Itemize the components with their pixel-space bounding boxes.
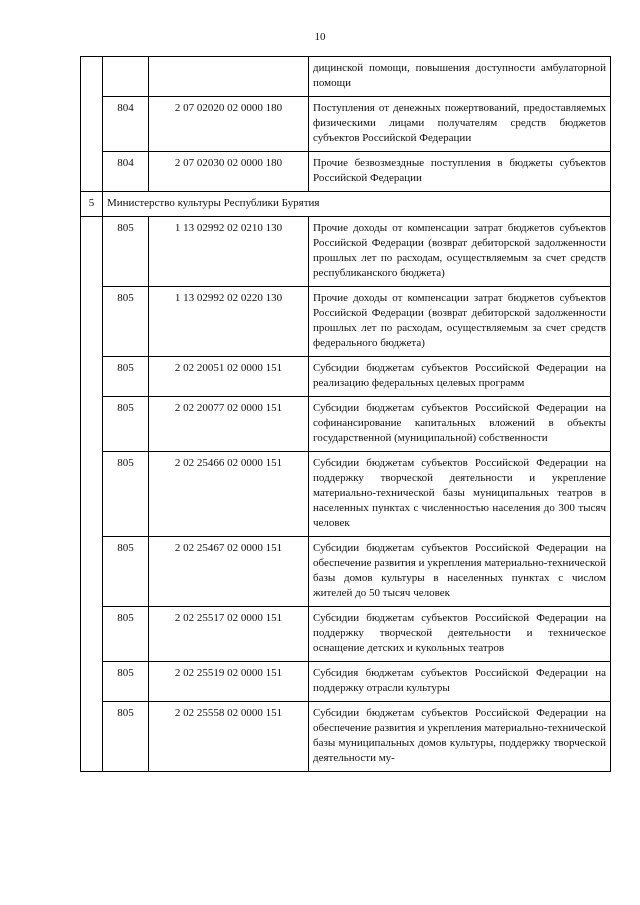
description-cell: Прочие безвозмездные поступления в бюджеты субъектов Российской Федерации xyxy=(309,152,611,192)
page-number: 10 xyxy=(314,31,326,43)
budget-code-cell: 2 07 02030 02 0000 180 xyxy=(149,152,309,192)
budget-code-cell: 2 02 25519 02 0000 151 xyxy=(149,662,309,702)
table-row xyxy=(81,57,611,97)
admin-code-cell: 805 xyxy=(103,537,149,607)
budget-code-cell: 2 07 02020 02 0000 180 xyxy=(149,97,309,152)
income-sources-table xyxy=(80,56,611,772)
admin-code-cell xyxy=(103,57,149,97)
table-row xyxy=(81,287,611,357)
description-cell: Прочие доходы от компенсации затрат бюджетов субъектов Российской Федерации (возврат дебиторской задолженности прошлых лет по расходам, осуществляемым за счет средств федерального бюджета) xyxy=(309,287,611,357)
budget-code-cell: 2 02 25466 02 0000 151 xyxy=(149,452,309,537)
admin-code-cell: 805 xyxy=(103,287,149,357)
table-row xyxy=(81,702,611,772)
budget-code-cell: 1 13 02992 02 0210 130 xyxy=(149,217,309,287)
description-cell: Субсидии бюджетам субъектов Российской Федерации на поддержку творческой деятельности и техническое оснащение детских и кукольных театров xyxy=(309,607,611,662)
section-row xyxy=(81,192,611,217)
section-title: Министерство культуры Республики Бурятия xyxy=(103,192,611,217)
budget-code-cell: 2 02 20051 02 0000 151 xyxy=(149,357,309,397)
description-cell: Поступления от денежных пожертвований, предоставляемых физическими лицами получателям средств бюджетов субъектов Российской Федерации xyxy=(309,97,611,152)
table-row xyxy=(81,607,611,662)
description-cell: Субсидии бюджетам субъектов Российской Федерации на обеспечение развития и укрепления материально-технической базы муниципальных домов культуры, поддержку творческой деятельности му- xyxy=(309,702,611,772)
table-row xyxy=(81,397,611,452)
description-cell: Субсидии бюджетам субъектов Российской Федерации на поддержку творческой деятельности и укрепление материально-технической базы муниципальных театров в населенных пунктах с численностью населения до 300 тысяч человек xyxy=(309,452,611,537)
description-cell: Субсидия бюджетам субъектов Российской Федерации на поддержку отрасли культуры xyxy=(309,662,611,702)
budget-code-cell: 2 02 25558 02 0000 151 xyxy=(149,702,309,772)
admin-code-cell: 805 xyxy=(103,397,149,452)
table-row xyxy=(81,662,611,702)
budget-code-cell: 2 02 20077 02 0000 151 xyxy=(149,397,309,452)
budget-code-cell xyxy=(149,57,309,97)
description-cell: Субсидии бюджетам субъектов Российской Федерации на софинансирование капитальных вложений в объекты государственной (муниципальной) собственности xyxy=(309,397,611,452)
table-row xyxy=(81,357,611,397)
description-cell: Субсидии бюджетам субъектов Российской Федерации на реализацию федеральных целевых программ xyxy=(309,357,611,397)
admin-code-cell: 805 xyxy=(103,607,149,662)
table-row xyxy=(81,537,611,607)
budget-code-cell: 1 13 02992 02 0220 130 xyxy=(149,287,309,357)
budget-code-cell: 2 02 25517 02 0000 151 xyxy=(149,607,309,662)
table-row xyxy=(81,152,611,192)
table-row xyxy=(81,452,611,537)
table-row xyxy=(81,97,611,152)
budget-code-cell: 2 02 25467 02 0000 151 xyxy=(149,537,309,607)
admin-code-cell: 805 xyxy=(103,662,149,702)
admin-code-cell: 805 xyxy=(103,702,149,772)
admin-code-cell: 805 xyxy=(103,357,149,397)
table-row xyxy=(81,217,611,287)
section-number-cell xyxy=(81,217,103,772)
admin-code-cell: 804 xyxy=(103,97,149,152)
admin-code-cell: 805 xyxy=(103,217,149,287)
admin-code-cell: 804 xyxy=(103,152,149,192)
section-number-cell xyxy=(81,57,103,192)
section-number: 5 xyxy=(81,192,103,217)
description-cell: дицинской помощи, повышения доступности амбулаторной помощи xyxy=(309,57,611,97)
admin-code-cell: 805 xyxy=(103,452,149,537)
description-cell: Прочие доходы от компенсации затрат бюджетов субъектов Российской Федерации (возврат дебиторской задолженности прошлых лет по расходам, осуществляемым за счет средств республиканского бюджета) xyxy=(309,217,611,287)
description-cell: Субсидии бюджетам субъектов Российской Федерации на обеспечение развития и укрепления материально-технической базы домов культуры в населенных пунктах с числом жителей до 50 тысяч человек xyxy=(309,537,611,607)
